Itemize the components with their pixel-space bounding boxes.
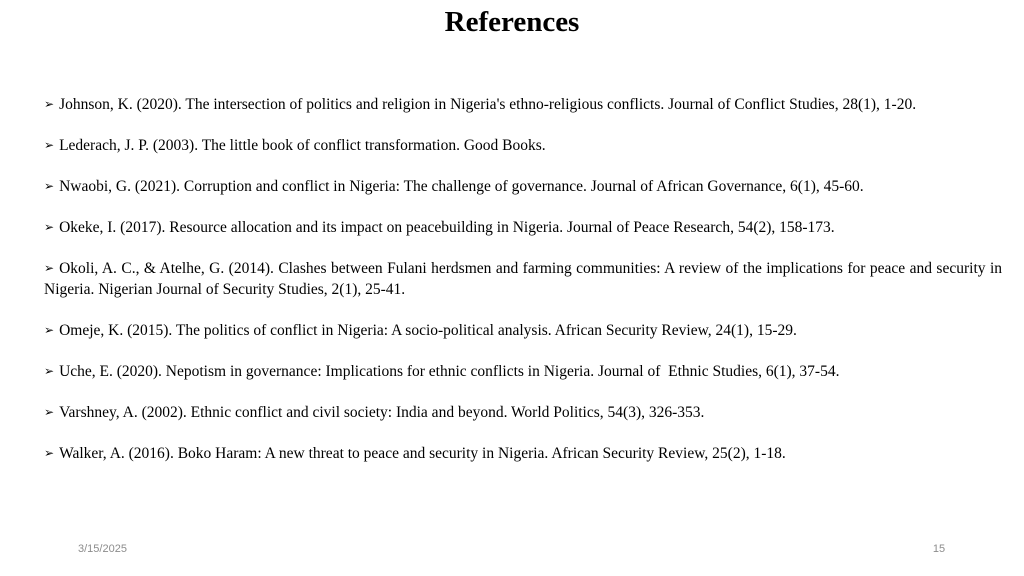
slide-number: 15 <box>932 543 946 555</box>
reference-text: Walker, A. (2016). Boko Haram: A new threat to peace and security in Nigeria. African Security Review, 25(2), 1-18. <box>59 444 786 462</box>
arrow-bullet-icon: ➢ <box>44 97 55 111</box>
arrow-bullet-icon: ➢ <box>44 261 55 275</box>
slide-title: References <box>444 6 580 38</box>
arrow-bullet-icon: ➢ <box>44 363 55 378</box>
arrow-bullet-icon: ➢ <box>44 138 55 152</box>
reference-item <box>44 259 1002 300</box>
reference-item <box>44 362 1002 383</box>
arrow-bullet-icon: ➢ <box>44 179 55 193</box>
reference-item <box>44 403 1002 424</box>
arrow-bullet-icon: ➢ <box>44 445 55 460</box>
reference-text: Uche, E. (2020). Nepotism in governance: Implications for ethnic conflicts in Nigeria. Journal of Ethnic Studies, 6(1), 37-54. <box>59 362 840 380</box>
reference-item <box>44 218 1002 239</box>
arrow-bullet-icon: ➢ <box>44 220 55 234</box>
footer-date: 3/15/2025 <box>78 543 127 555</box>
reference-item <box>44 321 1002 342</box>
reference-text: Okeke, I. (2017). Resource allocation and its impact on peacebuilding in Nigeria. Journal of Peace Research, 54(2), 158-173. <box>59 219 835 236</box>
reference-text: Nwaobi, G. (2021). Corruption and conflict in Nigeria: The challenge of governance. Journal of African Governance, 6(1), 45-60. <box>59 178 864 195</box>
reference-item <box>44 444 1002 465</box>
reference-text: Varshney, A. (2002). Ethnic conflict and civil society: India and beyond. World Politics, 54(3), 326-353. <box>59 403 705 421</box>
reference-item <box>44 177 1002 198</box>
reference-text: Johnson, K. (2020). The intersection of politics and religion in Nigeria's ethno-religious conflicts. Journal of Conflict Studies, 28(1), 1-20. <box>59 96 917 113</box>
arrow-bullet-icon: ➢ <box>44 404 55 419</box>
reference-text: Omeje, K. (2015). The politics of conflict in Nigeria: A socio-political analysis. African Security Review, 24(1), 15-29. <box>59 321 797 339</box>
arrow-bullet-icon: ➢ <box>44 322 55 337</box>
reference-text: Lederach, J. P. (2003). The little book of conflict transformation. Good Books. <box>59 137 546 154</box>
reference-text: Okoli, A. C., & Atelhe, G. (2014). Clashes between Fulani herdsmen and farming communities: A review of the implications for peace and security in Nigeria. Nigerian Journal of Security Studies, 2(1), 25-41. <box>44 260 1002 298</box>
references-list <box>44 95 1002 485</box>
reference-item <box>44 136 1002 157</box>
reference-item <box>44 95 1002 116</box>
